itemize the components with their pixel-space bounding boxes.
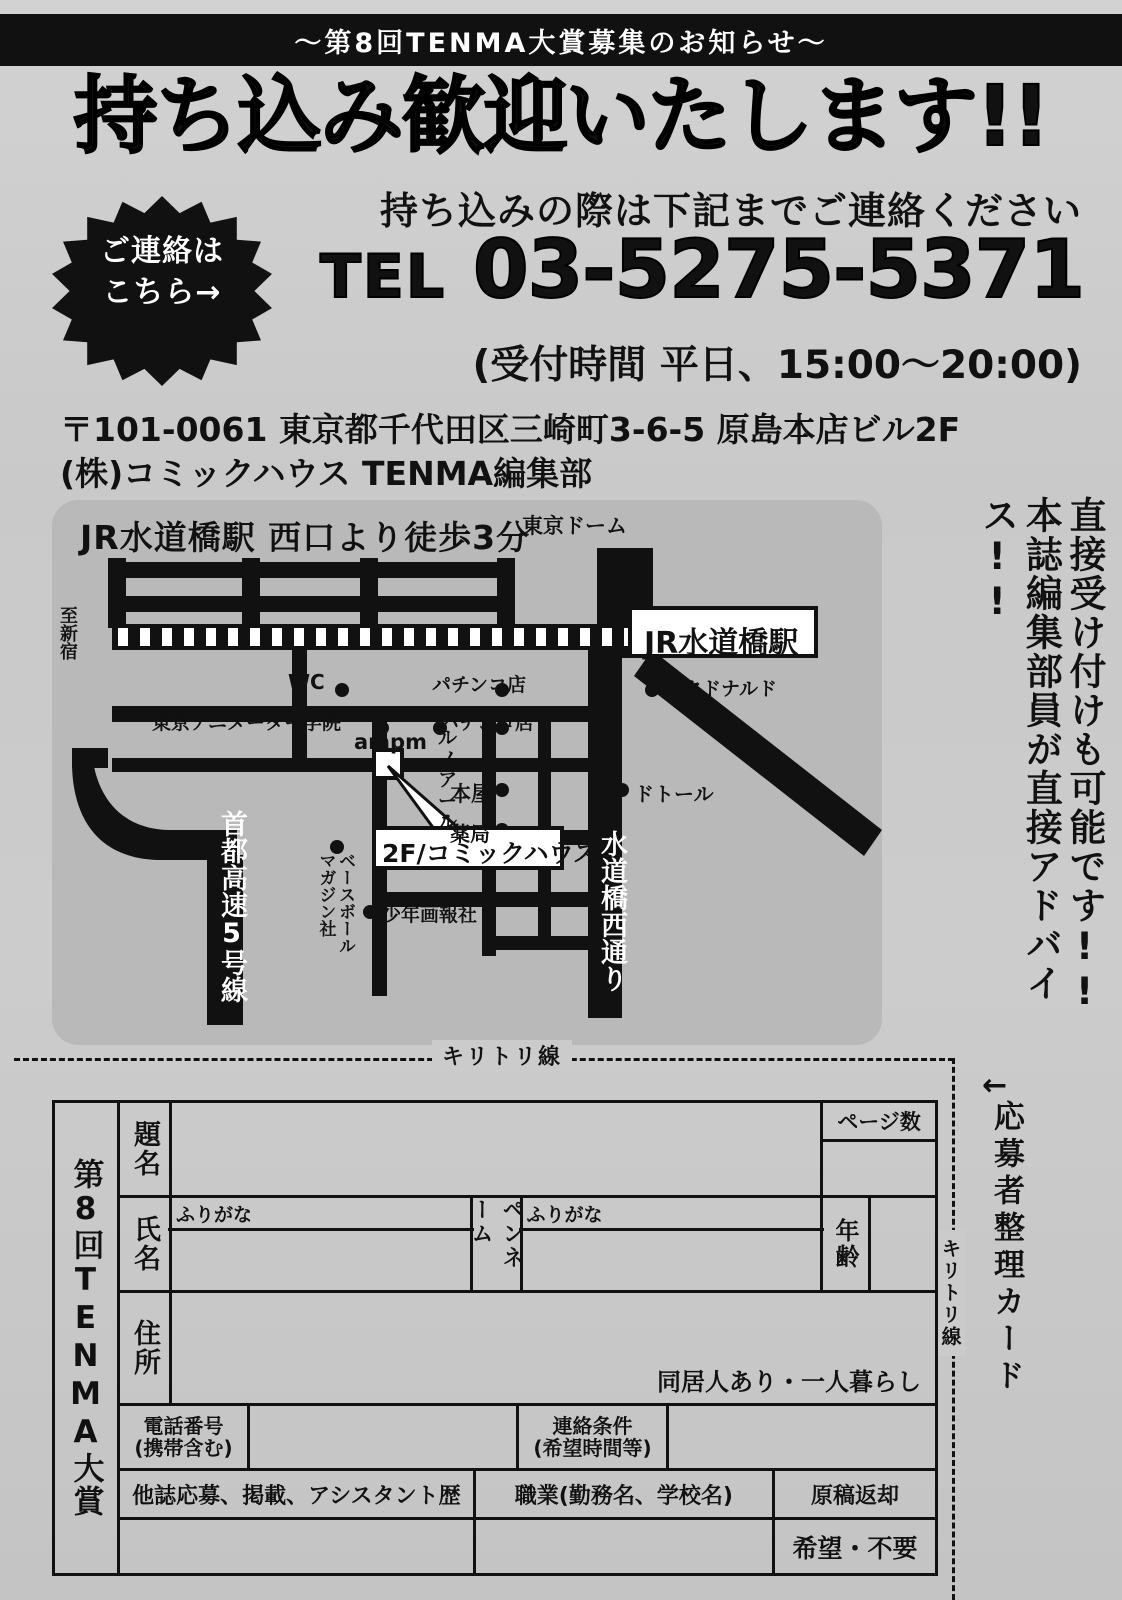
map-label-pachinko-1: パチンコ店 (432, 674, 527, 696)
form-label-other-magazines: 他誌応募、掲載、アシスタント歴 (120, 1471, 476, 1517)
page-headline: 持ち込み歓迎いたします!! (73, 67, 1049, 165)
form-label-contact-condition (519, 1406, 669, 1468)
left-arrow-icon: ← (982, 1068, 1008, 1103)
form-label-title: 題名 (120, 1103, 172, 1195)
form-label-contact-line1: 連絡条件 (552, 1414, 633, 1438)
applicant-card-title: 応募者整理カード (988, 1100, 1024, 1396)
form-field-penname (523, 1198, 824, 1290)
map-label-expressway: 首都高速5号線 (216, 810, 247, 1003)
form-side-title (55, 1103, 120, 1573)
map-label-baseball-magazine: ベースボール マガジン社 (315, 852, 355, 954)
application-form (52, 1100, 938, 1576)
map-label-west-street: 水道橋西通り (596, 830, 627, 992)
form-row-address (120, 1293, 935, 1406)
form-input-occupation[interactable] (476, 1520, 775, 1573)
cut-line-label-vertical: キリトリ線 (936, 1230, 965, 1356)
announcement-banner-text: 〜第8回TENMA大賞募集のお知らせ〜 (294, 27, 828, 59)
map-label-mcdonalds: マクドナルド (664, 678, 778, 700)
form-input-age[interactable] (871, 1198, 935, 1290)
form-label-contact-line2: (希望時間等) (533, 1436, 652, 1460)
form-label-furigana-name: ふりがな (168, 1198, 474, 1231)
address-line-1: 〒101-0061 東京都千代田区三崎町3-6-5 原島本店ビル2F (60, 410, 961, 449)
reception-hours: (受付時間 平日、15:00〜20:00) (472, 343, 1082, 388)
address-line-2: (株)コミックハウス TENMA編集部 (60, 454, 593, 493)
map-label-tokyo-dome: 東京ドーム (522, 514, 627, 538)
form-row-name (120, 1198, 935, 1293)
form-input-phone[interactable] (250, 1406, 519, 1468)
form-input-contact-condition[interactable] (669, 1406, 935, 1468)
form-living-status[interactable]: 同居人あり・一人暮らし (657, 1368, 921, 1396)
map-label-renoir: ルノアール (438, 727, 458, 833)
form-label-penname: ペンネーム (473, 1198, 523, 1290)
direct-submission-note: 直接受け付けも可能です!!本誌編集部員が直接アドバイス!! (975, 496, 1106, 1015)
form-side-title-text: 第8回TENMA大賞 (67, 1158, 104, 1518)
starburst-line-2: こちら→ (102, 274, 222, 310)
map-label-ampm: ampm (354, 730, 427, 754)
map-label-pachinko-2: パチンコ店 (440, 712, 535, 734)
telephone-label: TEL (319, 242, 447, 312)
form-label-pages: ページ数 (823, 1103, 935, 1142)
form-input-pages[interactable] (823, 1142, 935, 1195)
form-input-name[interactable] (172, 1231, 470, 1290)
form-label-age: 年齢 (823, 1198, 871, 1290)
map-label-to-shinjuku: 至新宿 (57, 606, 78, 660)
map-label-shonen-gahosha: 少年画報社 (382, 904, 478, 926)
form-field-pages (823, 1103, 935, 1195)
form-label-furigana-penname: ふりがな (519, 1198, 825, 1231)
map-label-jr-station: JR水道橋駅 (644, 626, 799, 661)
telephone-block (284, 223, 1084, 316)
map-graphic (52, 500, 882, 1045)
form-label-name: 氏名 (120, 1198, 172, 1290)
form-label-occupation: 職業(勤務名、学校名) (476, 1471, 775, 1517)
form-row-title (120, 1103, 935, 1198)
map-title: JR水道橋駅 西口より徒歩3分 (80, 518, 531, 557)
form-label-manuscript-return: 原稿返却 (810, 1483, 899, 1509)
form-grid (120, 1103, 935, 1573)
form-input-address[interactable] (172, 1293, 935, 1403)
form-input-title[interactable] (172, 1103, 823, 1195)
map-label-anime-school: 東京アニメーター学院 (152, 712, 342, 734)
form-row-history-values (120, 1520, 935, 1573)
map-label-wc: WC (288, 670, 325, 694)
area-map (52, 500, 882, 1045)
map-label-callout: 2F/コミックハウス (382, 839, 598, 868)
form-field-name (172, 1198, 473, 1290)
headline-subtitle: 持ち込みの際は下記までご連絡ください (379, 189, 1082, 233)
form-label-phone (120, 1406, 250, 1468)
form-input-return-choice[interactable]: 希望・不要 (792, 1533, 918, 1563)
announcement-banner (0, 14, 1122, 66)
map-label-bookstore: 本屋 (450, 782, 492, 806)
starburst-label (52, 232, 272, 313)
form-row-history-headers (120, 1471, 935, 1520)
form-label-address: 住所 (120, 1293, 172, 1403)
map-label-pharmacy: 薬局 (450, 822, 490, 846)
form-label-phone-line1: 電話番号 (143, 1414, 224, 1438)
form-label-phone-line2: (携帯含む) (134, 1436, 233, 1460)
telephone-number: 03-5275-5371 (472, 223, 1084, 316)
cut-line-label-horizontal: キリトリ線 (432, 1040, 572, 1071)
map-label-doutor: ドトール (634, 782, 714, 806)
starburst-line-1: ご連絡は (100, 234, 224, 269)
form-input-penname[interactable] (523, 1231, 821, 1290)
form-row-phone (120, 1406, 935, 1471)
form-input-other-magazines[interactable] (120, 1520, 476, 1573)
